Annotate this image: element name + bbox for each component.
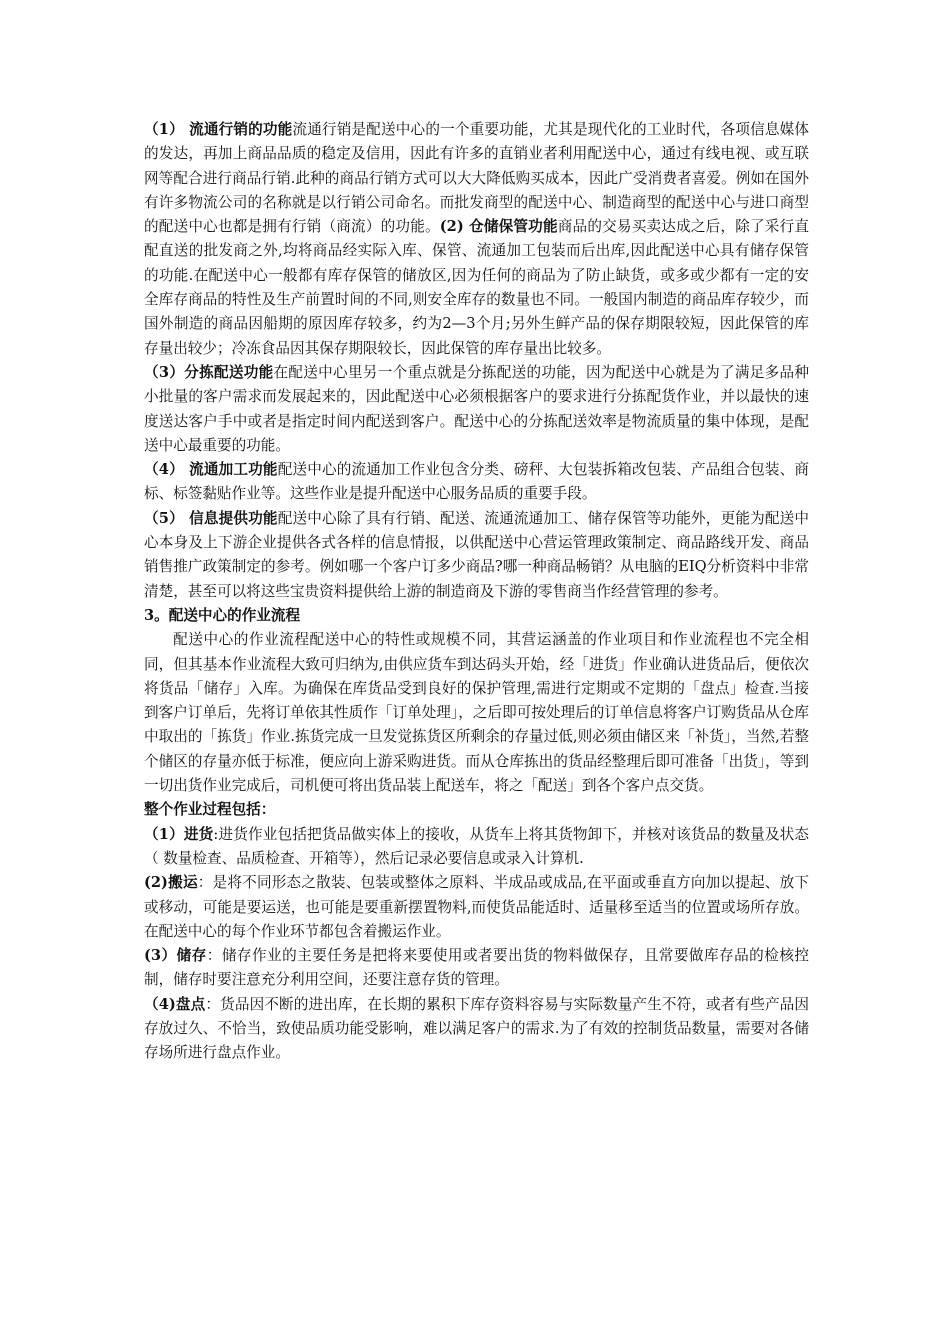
step-4-body: ：货品因不断的进出库，在长期的累积下库存资料容易与实际数量产生不符，或者有些产品因存放过久、不恰当，致使品质功能受影响，难以满足客户的需求.为了有效的控制货品数量，需要对各储存场所进行盘点作业。 xyxy=(144,995,809,1062)
step-4-title: 盘点 xyxy=(175,995,206,1013)
section-3-body: 在配送中心里另一个重点就是分拣配送的功能，因为配送中心就是为了满足多品种小批量的客户需求而发展起来的，因此配送中心必须根据客户的要求进行分拣配货作业，并以最快的速度送达客户手中或者是指定时间内配送到客户。配送中心的分拣配送效率是物流质量的集中体现，是配送中心最重要的功能。 xyxy=(144,363,809,454)
step-2-body: ：是将不同形态之散装、包装或整体之原料、半成品或成品,在平面或垂直方向加以提起、放下或移动，可能是要运送，也可能是要重新摆置物料,而使货品能适时、适量移至适当的位置或场所存放。在配送中心的每个作业环节都包含着搬运作业。 xyxy=(144,874,809,940)
section-4-body: 配送中心的流通加工作业包含分类、磅秤、大包装拆箱改包装、产品组合包装、商标、标签黏贴作业等。这些作业是提升配送中心服务品质的重要手段。 xyxy=(144,461,809,503)
step-1-number: （1） xyxy=(144,825,184,843)
section-4-title: 流通加工功能 xyxy=(189,461,278,479)
section-5-body: 配送中心除了具有行销、配送、流通流通加工、储存保管等功能外，更能为配送中心本身及上下游企业提供各式各样的信息情报，以供配送中心营运管理政策制定、商品路线开发、商品销售推广政策制定的参考。例如哪一个客户订多少商品?哪一种商品畅销？从电脑的EIQ分析资料中非常清楚，甚至可以将这些宝贵资料提供给上游的制造商及下游的零售商当作经营管理的参考。 xyxy=(144,509,809,600)
process-heading: 整个作业过程包括： xyxy=(144,801,276,819)
step-1-title: 进货 xyxy=(183,825,214,843)
section-5-title: 信息提供功能 xyxy=(189,509,278,527)
step-2-number: (2) xyxy=(144,874,168,892)
step-3-body: ：储存作业的主要任务是把将来要使用或者要出货的物料做保存，且常要做库存品的检核控制，储存时要注意充分利用空间，还要注意存货的管理。 xyxy=(144,947,809,989)
workflow-paragraph: 配送中心的作业流程配送中心的特性或规模不同，其营运涵盖的作业项目和作业流程也不完全相同，但其基本作业流程大致可归纳为,由供应货车到达码头开始，经「进货」作业确认进货品后，便依次将货品「储存」入库。为确保在库货品受到良好的保护管理,需进行定期或不定期的「盘点」检查.当接到客户订单后，先将订单依其性质作「订单处理」，之后即可按处理后的订单信息将客户订购货品从仓库中取出的「拣货」作业.拣货完成一旦发觉拣货区所剩余的存量过低,则必须由储区来「补货」，当然,若整个储区的存量亦低于标准，便应向上游采购进货。而从仓库拣出的货品经整理后即可准备「出货」，等到一切出货作业完成后，司机便可将出货品装上配送车，将之「配送」到各个客户点交货。 xyxy=(144,631,809,795)
section-1-number: （1） xyxy=(144,121,190,138)
section-5-number: （5） xyxy=(144,509,190,527)
section-1-paragraph xyxy=(144,118,809,361)
step-3-title: 储存 xyxy=(176,947,207,965)
step-3-number: (3） xyxy=(144,947,177,965)
section-1-title: 流通行销的功能 xyxy=(189,121,293,138)
section-4-paragraph xyxy=(144,458,809,507)
section-5-paragraph xyxy=(144,507,809,604)
step-1-body: :进货作业包括把货品做实体上的接收，从货车上将其货物卸下，并核对该货品的数量及状态（ 数量检查、品质检查、开箱等），然后记录必要信息或录入计算机. xyxy=(144,825,810,867)
step-4-paragraph xyxy=(144,993,809,1066)
section-1-body: 流通行销是配送中心的一个重要功能，尤其是现代化的工业时代，各项信息媒体的发达，再加上商品品质的稳定及信用，因此有许多的直销业者利用配送中心，通过有线电视、或互联网等配合进行商品行销.此种的商品行销方式可以大大降低购买成本，因此广受消费者喜爱。例如在国外有许多物流公司的名称就是以行销公司命名。而批发商型的配送中心、制造商型的配送中心与进口商型的配送中心也都是拥有行销（商流）的功能。 xyxy=(144,121,809,236)
section-4-number: （4） xyxy=(144,461,190,479)
step-2-paragraph xyxy=(144,871,809,944)
section-3-number: （3） xyxy=(144,363,185,381)
section-2-title: 仓储保管功能 xyxy=(469,218,558,236)
section-2-body: 商品的交易买卖达成之后，除了采行直配直送的批发商之外,均将商品经实际入库、保管、流通加工包装而后出库,因此配送中心具有储存保管的功能.在配送中心一般都有库存保管的储放区,因为任何的商品为了防止缺货，或多或少都有一定的安全库存商品的特性及生产前置时间的不同,则安全库存的数量也不同。一般国内制造的商品库存较少，而国外制造的商品因船期的原因库存较多，约为2—3个月;另外生鲜产品的保存期限较短，因此保管的库存量出较少；冷冻食品因其保存期限较长，因此保管的库存量出比较多。 xyxy=(144,218,809,357)
step-4-number: （4) xyxy=(144,995,176,1013)
step-1-paragraph xyxy=(144,823,809,872)
document-page xyxy=(144,118,809,1066)
heading-3: 3。配送中心的作业流程 xyxy=(144,606,301,624)
section-3-title: 分拣配送功能 xyxy=(184,363,274,381)
section-3-paragraph xyxy=(144,361,809,458)
section-2-number: (2) xyxy=(439,218,470,236)
step-2-title: 搬运 xyxy=(167,874,198,892)
step-3-paragraph xyxy=(144,944,809,993)
